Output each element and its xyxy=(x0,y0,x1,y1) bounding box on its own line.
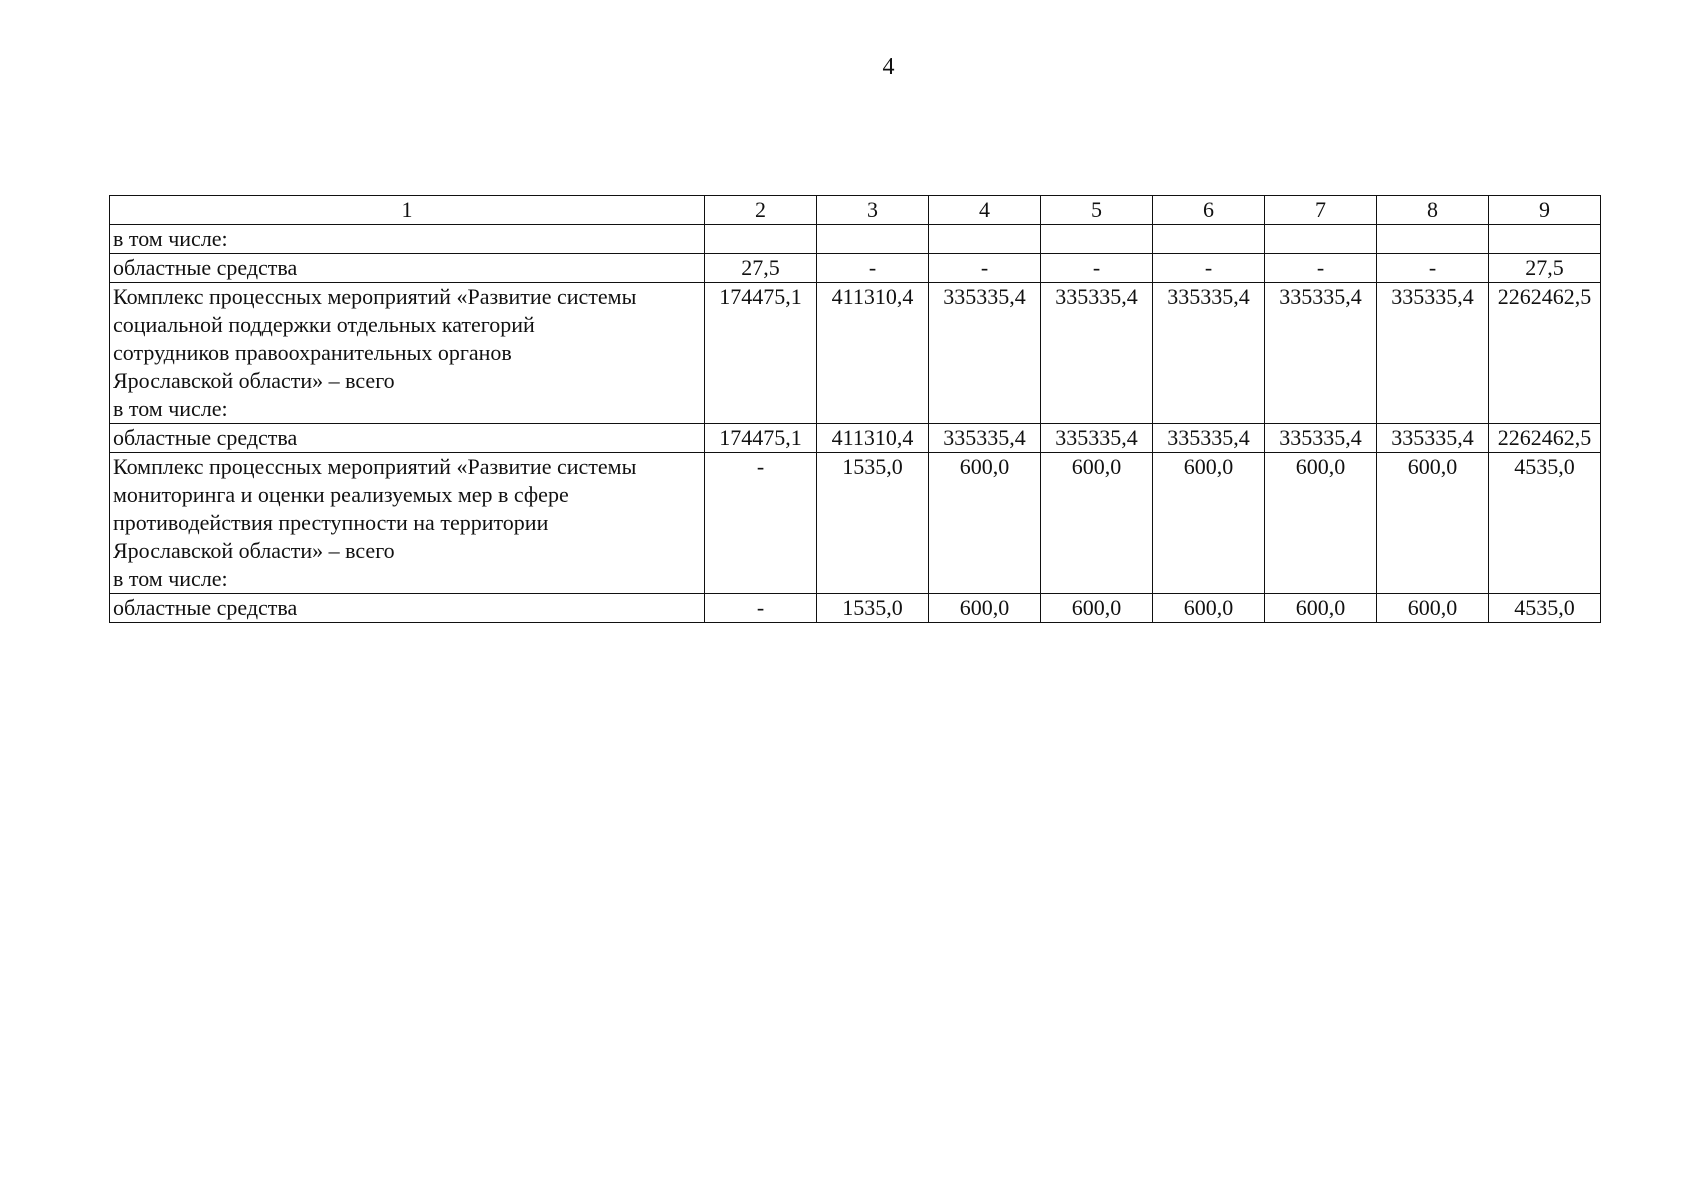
row-label-line: в том числе: xyxy=(113,566,228,591)
cell-col-6: - xyxy=(1153,254,1265,283)
cell-col-5: - xyxy=(1041,254,1153,283)
cell-col-6 xyxy=(1153,225,1265,254)
column-header-7: 7 xyxy=(1265,196,1377,225)
cell-col-9: 4535,0 xyxy=(1489,453,1601,594)
cell-col-8: 335335,4 xyxy=(1377,424,1489,453)
cell-col-9: 4535,0 xyxy=(1489,594,1601,623)
row-label xyxy=(110,225,705,254)
row-label-line: социальной поддержки отдельных категорий xyxy=(113,312,535,337)
cell-col-8: 600,0 xyxy=(1377,594,1489,623)
cell-col-2: 174475,1 xyxy=(705,283,817,424)
cell-col-5 xyxy=(1041,225,1153,254)
row-label-line: мониторинга и оценки реализуемых мер в сфере xyxy=(113,482,569,507)
cell-col-5: 335335,4 xyxy=(1041,283,1153,424)
cell-col-4: - xyxy=(929,254,1041,283)
cell-col-2: - xyxy=(705,453,817,594)
column-header-4: 4 xyxy=(929,196,1041,225)
cell-col-7 xyxy=(1265,225,1377,254)
row-label-line: Ярославской области» – всего xyxy=(113,538,395,563)
column-header-1: 1 xyxy=(110,196,705,225)
cell-col-7: - xyxy=(1265,254,1377,283)
table-body xyxy=(110,225,1601,623)
column-header-3: 3 xyxy=(817,196,929,225)
cell-col-9: 27,5 xyxy=(1489,254,1601,283)
row-label-line: Ярославской области» – всего xyxy=(113,368,395,393)
cell-col-3: 411310,4 xyxy=(817,283,929,424)
cell-col-7: 335335,4 xyxy=(1265,283,1377,424)
page-number: 4 xyxy=(882,54,895,80)
row-label-line: Комплекс процессных мероприятий «Развитие системы xyxy=(113,454,637,479)
cell-col-3 xyxy=(817,225,929,254)
cell-col-3: 1535,0 xyxy=(817,453,929,594)
row-label xyxy=(110,424,705,453)
row-label-line: областные средства xyxy=(113,255,298,280)
header-row xyxy=(110,196,1601,225)
table-row xyxy=(110,424,1601,453)
cell-col-5: 600,0 xyxy=(1041,453,1153,594)
row-label-line: в том числе: xyxy=(113,226,228,251)
cell-col-9: 2262462,5 xyxy=(1489,424,1601,453)
cell-col-2: 174475,1 xyxy=(705,424,817,453)
cell-col-4 xyxy=(929,225,1041,254)
table-row xyxy=(110,283,1601,424)
cell-col-2: - xyxy=(705,594,817,623)
column-header-8: 8 xyxy=(1377,196,1489,225)
column-header-6: 6 xyxy=(1153,196,1265,225)
cell-col-9 xyxy=(1489,225,1601,254)
cell-col-7: 600,0 xyxy=(1265,453,1377,594)
cell-col-4: 335335,4 xyxy=(929,283,1041,424)
cell-col-6: 600,0 xyxy=(1153,453,1265,594)
budget-table xyxy=(109,195,1601,623)
cell-col-9: 2262462,5 xyxy=(1489,283,1601,424)
row-label xyxy=(110,453,705,594)
cell-col-3: - xyxy=(817,254,929,283)
cell-col-8: 600,0 xyxy=(1377,453,1489,594)
row-label-line: сотрудников правоохранительных органов xyxy=(113,340,512,365)
row-label xyxy=(110,254,705,283)
cell-col-6: 600,0 xyxy=(1153,594,1265,623)
cell-col-7: 335335,4 xyxy=(1265,424,1377,453)
cell-col-3: 1535,0 xyxy=(817,594,929,623)
column-header-5: 5 xyxy=(1041,196,1153,225)
cell-col-6: 335335,4 xyxy=(1153,283,1265,424)
cell-col-2 xyxy=(705,225,817,254)
table-row xyxy=(110,254,1601,283)
column-header-2: 2 xyxy=(705,196,817,225)
cell-col-3: 411310,4 xyxy=(817,424,929,453)
cell-col-2: 27,5 xyxy=(705,254,817,283)
row-label-line: противодействия преступности на территории xyxy=(113,510,549,535)
row-label-line: Комплекс процессных мероприятий «Развитие системы xyxy=(113,284,637,309)
table-row xyxy=(110,225,1601,254)
cell-col-8: - xyxy=(1377,254,1489,283)
row-label-line: в том числе: xyxy=(113,396,228,421)
row-label xyxy=(110,283,705,424)
column-header-9: 9 xyxy=(1489,196,1601,225)
row-label-line: областные средства xyxy=(113,595,298,620)
cell-col-4: 600,0 xyxy=(929,594,1041,623)
cell-col-5: 335335,4 xyxy=(1041,424,1153,453)
cell-col-5: 600,0 xyxy=(1041,594,1153,623)
cell-col-6: 335335,4 xyxy=(1153,424,1265,453)
cell-col-8 xyxy=(1377,225,1489,254)
cell-col-7: 600,0 xyxy=(1265,594,1377,623)
table-row xyxy=(110,453,1601,594)
cell-col-4: 335335,4 xyxy=(929,424,1041,453)
cell-col-8: 335335,4 xyxy=(1377,283,1489,424)
cell-col-4: 600,0 xyxy=(929,453,1041,594)
row-label-line: областные средства xyxy=(113,425,298,450)
table-row xyxy=(110,594,1601,623)
row-label xyxy=(110,594,705,623)
